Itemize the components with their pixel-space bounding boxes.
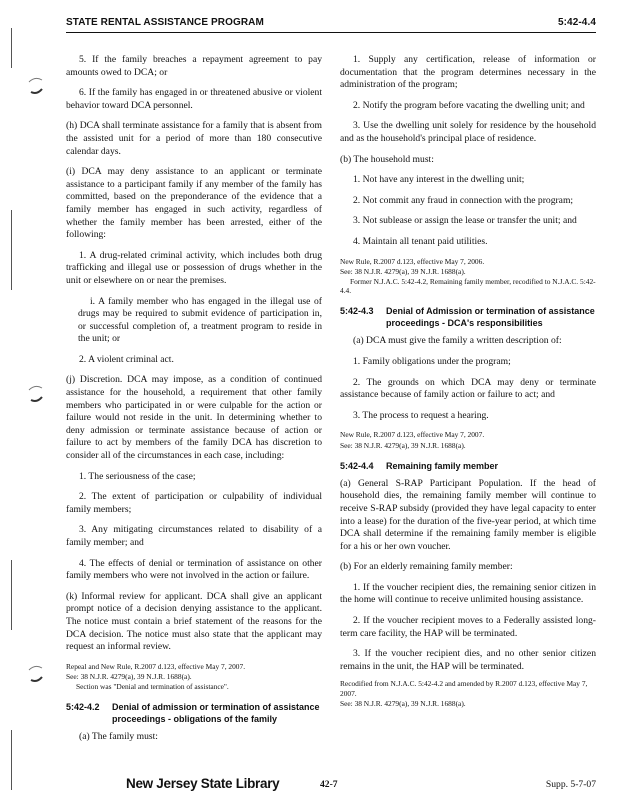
history-note <box>340 430 596 449</box>
paragraph: 4. Maintain all tenant paid utilities. <box>353 235 488 247</box>
note-line: Former N.J.A.C. 5:42-4.2, Remaining family member, recodified to N.J.A.C. 5:42-4.4. <box>340 276 596 296</box>
right-column <box>340 54 596 718</box>
note-line: See: 38 N.J.R. 4279(a), 39 N.J.R. 1688(a). <box>340 440 466 450</box>
paragraph: 1. Family obligations under the program; <box>353 355 511 367</box>
section-heading <box>340 305 596 329</box>
paragraph: 4. The effects of denial or termination of assistance on other family members who were not involved in the action or failure. <box>66 557 322 582</box>
binding-line-top <box>11 28 12 68</box>
paragraph: (b) For an elderly remaining family member: <box>340 561 513 573</box>
punch-hole-icon <box>25 664 45 684</box>
punch-hole-icon <box>25 76 45 96</box>
section-title: Denial of Admission or termination of assistance proceedings - DCA's responsibilities <box>386 306 595 329</box>
paragraph: 2. Not commit any fraud in connection with the program; <box>353 194 574 206</box>
section-number: 5:42-4.2 <box>66 702 100 713</box>
paragraph: 1. Supply any certification, release of information or documentation that the program determines necessary in the administration of the program; <box>340 54 596 91</box>
history-note <box>66 662 322 692</box>
page-footer <box>66 776 596 795</box>
history-note <box>340 679 596 708</box>
section-number: 5:42-4.3 <box>340 306 374 317</box>
section-heading <box>340 460 596 472</box>
note-line: New Rule, R.2007 d.123, effective May 7, 2007. <box>340 430 485 440</box>
binding-line-mid <box>11 210 12 290</box>
note-line: New Rule, R.2007 d.123, effective May 7, 2006. <box>340 256 485 266</box>
paragraph: i. A family member who has engaged in the illegal use of drugs may be required to submit evidence of participation in, or successful completion of, a treatment program to reside in the unit; or <box>78 295 322 345</box>
paragraph: 1. The seriousness of the case; <box>79 470 196 482</box>
paragraph: (a) The family must: <box>79 731 158 743</box>
note-line: See: 38 N.J.R. 4279(a), 39 N.J.R. 1688(a). <box>340 698 466 708</box>
paragraph: 2. The extent of participation or culpability of individual family members; <box>66 491 322 515</box>
section-title: Remaining family member <box>386 460 499 471</box>
binding-line-bottom <box>11 730 12 790</box>
note-line: See: 38 N.J.R. 4279(a), 39 N.J.R. 1688(a). <box>66 671 192 681</box>
paragraph: (h) DCA shall terminate assistance for a family that is absent from the assisted unit for a period of more than 180 consecutive calendar days. <box>66 120 322 157</box>
paragraph: 3. Any mitigating circumstances related to disability of a family member; and <box>66 524 322 548</box>
paragraph: (j) Discretion. DCA may impose, as a condition of continued assistance for the household, a requirement that other family members who participated in or were culpable for the action or failure would not reside in the unit. In determining whether to deny admission or terminate assistance because of action or failure to act by members of the family DCA has discretion to consider all of the circumstances in each case, including: <box>66 374 322 462</box>
paragraph: 3. If the voucher recipient dies, and no other senior citizen remains in the unit, the HAP will be terminated. <box>340 648 596 672</box>
section-number: 5:42-4.4 <box>340 460 374 471</box>
paragraph: 2. A violent criminal act. <box>79 353 174 365</box>
section-heading <box>66 701 322 725</box>
note-line: Repeal and New Rule, R.2007 d.123, effective May 7, 2007. <box>66 661 246 671</box>
punch-hole-icon <box>25 384 45 404</box>
supplement-date: Supp. 5-7-07 <box>545 779 596 790</box>
history-note <box>340 257 596 296</box>
section-title: Denial of admission or termination of assistance proceedings - obligations of the family <box>112 702 320 725</box>
paragraph: 2. If the voucher recipient moves to a Federally assisted long-term care facility, the HAP will be terminated. <box>340 615 596 639</box>
running-header <box>66 17 596 33</box>
paragraph: 2. The grounds on which DCA may deny or terminate assistance because of family action or failure to act; and <box>340 376 596 401</box>
paragraph: (b) The household must: <box>340 153 434 165</box>
paragraph: (i) DCA may deny assistance to an applicant or terminate assistance to a participant family if any member of the family has committed, based on the preponderance of the evidence that a family member has engaged in such activity, regardless of whether the family member has been arrested, either of the following: <box>66 166 322 241</box>
paragraph: 3. The process to request a hearing. <box>353 409 489 421</box>
paragraph: (a) General S-RAP Participant Population. If the head of household dies, the remaining family member will continue to receive S-RAP subsidy (provided they have legal capacity to enter into a lease) for the duration of the five-year period, at which time DCA shall determine if the remaining family member is eligible for a his or her own voucher. <box>340 477 596 552</box>
paragraph: 1. Not have any interest in the dwelling unit; <box>353 174 525 186</box>
header-rule <box>66 32 596 33</box>
paragraph: 3. Not sublease or assign the lease or transfer the unit; and <box>353 215 577 227</box>
paragraph: 1. A drug-related criminal activity, which includes both drug trafficking and illegal use or possession of drugs whether in the unit or elsewhere on or near the premises. <box>66 249 322 286</box>
library-watermark: New Jersey State Library <box>126 776 280 791</box>
note-line: Recodified from N.J.A.C. 5:42-4.2 and amended by R.2007 d.123, effective May 7, 2007. <box>340 679 588 698</box>
note-line: See: 38 N.J.R. 4279(a), 39 N.J.R. 1688(a). <box>340 266 466 276</box>
left-column <box>66 54 322 752</box>
header-title: STATE RENTAL ASSISTANCE PROGRAM <box>66 17 264 28</box>
paragraph: 3. Use the dwelling unit solely for residence by the household and as the household's principal place of residence. <box>340 120 596 144</box>
header-section-number: 5:42-4.4 <box>557 17 596 28</box>
binding-line-low <box>11 560 12 630</box>
paragraph: 2. Notify the program before vacating the dwelling unit; and <box>353 99 585 111</box>
paragraph: 5. If the family breaches a repayment agreement to pay amounts owed to DCA; or <box>66 54 322 78</box>
paragraph: (a) DCA must give the family a written description of: <box>353 335 562 347</box>
page-number: 42-7 <box>320 779 338 790</box>
paragraph: 1. If the voucher recipient dies, the remaining senior citizen in the home will continue to receive unlimited housing assistance. <box>340 581 596 606</box>
note-line: Section was "Denial and termination of assistance". <box>76 682 229 692</box>
paragraph: (k) Informal review for applicant. DCA shall give an applicant prompt notice of a decision denying assistance to the applicant. The notice must contain a brief statement of the reasons for the DCA decision. The notice must also state that the applicant may request an informal review. <box>66 590 322 653</box>
paragraph: 6. If the family has engaged in or threatened abusive or violent behavior toward DCA personnel. <box>66 87 322 111</box>
